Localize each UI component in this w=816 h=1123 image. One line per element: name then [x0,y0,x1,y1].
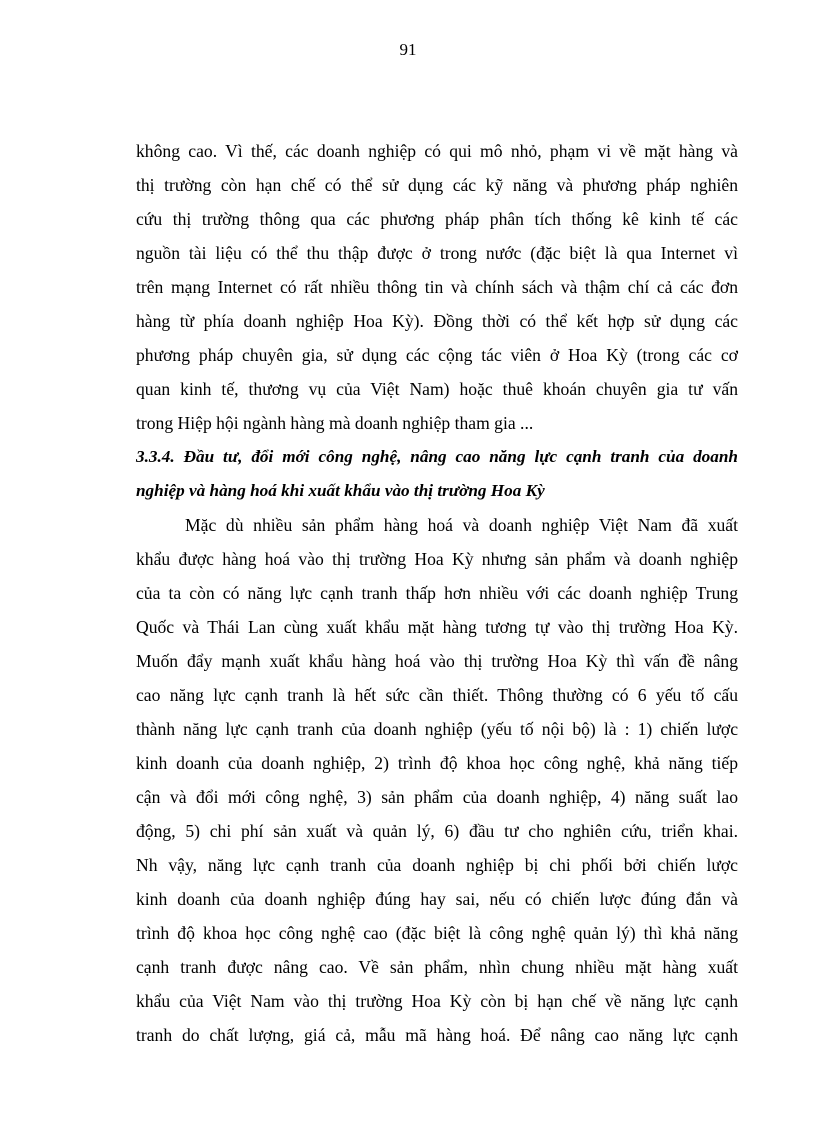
text-line: kinh doanh của doanh nghiệp đúng hay sai, nếu có chiến lược đúng đắn và [136,889,738,909]
text-line: phương pháp chuyên gia, sử dụng các cộng tác viên ở Hoa Kỳ (trong các cơ [136,345,738,365]
heading-line: nghiệp và hàng hoá khi xuất khẩu vào thị trường Hoa Kỳ [136,481,545,500]
text-line: cứu thị trường thông qua các phương pháp phân tích thống kê kinh tế các [136,209,738,229]
text-line: khẩu của Việt Nam vào thị trường Hoa Kỳ còn bị hạn chế về năng lực cạnh [136,991,738,1011]
text-line: Mặc dù nhiều sản phẩm hàng hoá và doanh nghiệp Việt Nam đã xuất [185,515,738,535]
text-line: trong Hiệp hội ngành hàng mà doanh nghiệp tham gia ... [136,413,534,433]
text-line: trên mạng Internet có rất nhiều thông tin và chính sách và thậm chí cả các đơn [136,277,738,297]
text-line: của ta còn có năng lực cạnh tranh thấp hơn nhiều với các doanh nghiệp Trung [136,583,738,603]
text-line: cận và đổi mới công nghệ, 3) sản phẩm của doanh nghiệp, 4) năng suất lao [136,787,738,807]
page-number: 91 [399,40,417,59]
text-line: Quốc và Thái Lan cùng xuất khẩu mặt hàng tương tự vào thị trường Hoa Kỳ. [136,617,738,637]
text-line: cạnh tranh được nâng cao. Về sản phẩm, nhìn chung nhiều mặt hàng xuất [136,957,738,977]
text-line: nguồn tài liệu có thể thu thập được ở trong nước (đặc biệt là qua Internet vì [136,243,738,263]
text-line: Muốn đẩy mạnh xuất khẩu hàng hoá vào thị trường Hoa Kỳ thì vấn đề nâng [136,651,738,671]
text-line: thành năng lực cạnh tranh của doanh nghiệp (yếu tố nội bộ) là : 1) chiến lược [136,719,738,739]
text-line: động, 5) chi phí sản xuất và quản lý, 6) đầu tư cho nghiên cứu, triển khai. [136,821,738,841]
text-line: trình độ khoa học công nghệ cao (đặc biệt là công nghệ quản lý) thì khả năng [136,923,738,943]
heading-line: 3.3.4. Đầu tư, đổi mới công nghệ, nâng cao năng lực cạnh tranh của doanh [136,447,738,466]
text-line: không cao. Vì thế, các doanh nghiệp có qui mô nhỏ, phạm vi về mặt hàng và [136,141,738,161]
text-line: thị trường còn hạn chế có thể sử dụng các kỹ năng và phương pháp nghiên [136,175,738,195]
text-line: hàng từ phía doanh nghiệp Hoa Kỳ). Đồng thời có thể kết hợp sử dụng các [136,311,738,331]
text-line: tranh do chất lượng, giá cả, mẫu mã hàng hoá. Để nâng cao năng lực cạnh [136,1025,738,1045]
text-line: quan kinh tế, thương vụ của Việt Nam) hoặc thuê khoán chuyên gia tư vấn [136,379,738,399]
text-line: kinh doanh của doanh nghiệp, 2) trình độ khoa học công nghệ, khả năng tiếp [136,753,738,773]
text-line: cao năng lực cạnh tranh là hết sức cần thiết. Thông thường có 6 yếu tố cấu [136,685,738,705]
text-line: khẩu được hàng hoá vào thị trường Hoa Kỳ nhưng sản phẩm và doanh nghiệp [136,549,738,569]
text-line: Nh vậy, năng lực cạnh tranh của doanh nghiệp bị chi phối bởi chiến lược [136,855,738,875]
